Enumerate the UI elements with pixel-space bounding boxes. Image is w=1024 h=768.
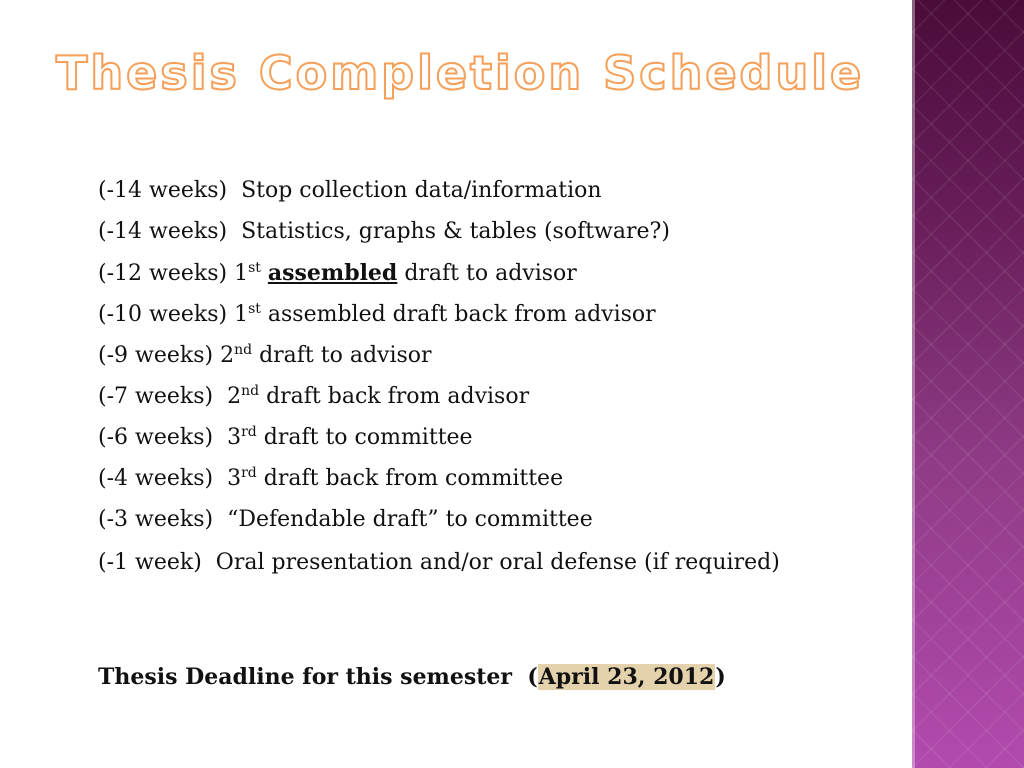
schedule-list — [98, 176, 898, 591]
schedule-item-ordinal-suffix: rd — [241, 465, 257, 481]
schedule-item-when: (-14 weeks) — [98, 178, 228, 203]
schedule-item — [98, 464, 898, 494]
schedule-item-ordinal: 3 — [227, 466, 242, 491]
deadline-date: April 23, 2012 — [538, 664, 715, 690]
thesis-deadline — [98, 664, 726, 690]
deadline-label: Thesis Deadline for this semester — [98, 664, 512, 690]
schedule-item — [98, 382, 898, 412]
schedule-item-when: (-14 weeks) — [98, 219, 228, 244]
slide-title: Thesis Completion Schedule — [56, 46, 865, 100]
schedule-item — [98, 217, 898, 247]
schedule-item — [98, 176, 898, 206]
schedule-item — [98, 505, 898, 535]
schedule-item — [98, 300, 898, 330]
decorative-side-band — [912, 0, 1024, 768]
schedule-item-text: Stop collection data/information — [241, 178, 602, 203]
schedule-item-when: (-1 week) — [98, 550, 202, 575]
deadline-open-paren: ( — [527, 664, 538, 690]
schedule-item — [98, 546, 898, 580]
schedule-item-ordinal: 1 — [234, 261, 249, 286]
schedule-item-when: (-6 weeks) — [98, 425, 214, 450]
schedule-item-when: (-12 weeks) — [98, 261, 228, 286]
schedule-item-ordinal: 3 — [227, 425, 242, 450]
schedule-item-ordinal-suffix: nd — [241, 383, 260, 399]
schedule-item-ordinal-suffix: st — [248, 260, 261, 276]
deadline-close-paren: ) — [715, 664, 726, 690]
schedule-item-text: “Defendable draft” to committee — [227, 507, 593, 532]
schedule-item-when: (-3 weeks) — [98, 507, 214, 532]
schedule-item — [98, 258, 898, 289]
schedule-item-text: draft back from advisor — [266, 384, 530, 409]
schedule-item-when: (-9 weeks) — [98, 343, 214, 368]
schedule-item-ordinal: 1 — [234, 302, 249, 327]
schedule-item-when: (-10 weeks) — [98, 302, 228, 327]
schedule-item-text: draft to advisor — [404, 261, 577, 286]
schedule-item-text: draft to committee — [263, 425, 473, 450]
schedule-item-text: Oral presentation and/or oral defense (if required) — [215, 550, 780, 575]
schedule-item-text: Statistics, graphs & tables (software?) — [241, 219, 670, 244]
schedule-item — [98, 423, 898, 453]
schedule-item-ordinal-suffix: rd — [241, 424, 257, 440]
schedule-item-text: draft back from committee — [263, 466, 564, 491]
schedule-item-text: draft to advisor — [259, 343, 432, 368]
schedule-item — [98, 341, 898, 371]
schedule-item-ordinal: 2 — [220, 343, 235, 368]
schedule-item-ordinal-suffix: nd — [234, 342, 253, 358]
schedule-item-text: assembled draft back from advisor — [267, 302, 656, 327]
schedule-item-when: (-4 weeks) — [98, 466, 214, 491]
schedule-item-emphasis: assembled — [267, 260, 398, 286]
schedule-item-ordinal-suffix: st — [248, 301, 261, 317]
schedule-item-when: (-7 weeks) — [98, 384, 214, 409]
schedule-item-ordinal: 2 — [227, 384, 242, 409]
